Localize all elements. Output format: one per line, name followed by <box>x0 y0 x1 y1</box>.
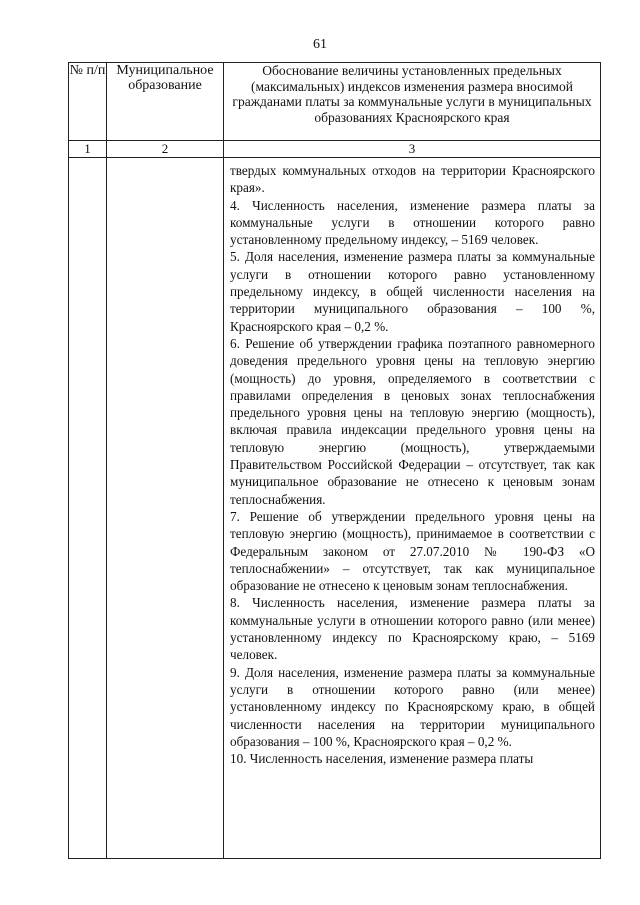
header-justification: Обоснование величины установленных предельных (максимальных) индексов изменения размера вносимой гражданами платы за коммунальные услуги в муниципальных образованиях Красноярского края <box>224 63 601 141</box>
column-number-row <box>69 141 601 158</box>
header-municipality: Муниципальное образование <box>107 63 224 141</box>
column-number: 2 <box>107 141 224 158</box>
paragraph: 5. Доля населения, изменение размера платы за коммунальные услуги в отношении которого равно установленному предельному индексу, в общей численности населения на территории муниципального образования – 100 %, Красноярского края – 0,2 %. <box>230 249 595 334</box>
paragraph: 10. Численность населения, изменение размера платы <box>230 751 534 767</box>
paragraph: 7. Решение об утверждении предельного уровня цены на тепловую энергию (мощность), принимаемое в соответствии с Федеральным законом от 27.07.2010 № 190-ФЗ «О теплоснабжении» – отсутствует, так как муниципальное образование не отнесено к ценовым зонам теплоснабжения. <box>230 508 595 594</box>
justification-text <box>224 158 600 767</box>
paragraph: 9. Доля населения, изменение размера платы за коммунальные услуги в отношении которого равно (или менее) установленному индексу по Красноярскому краю, в общей численности населения на территории муниципального образования – 100 %, Красноярского края – 0,2 %. <box>230 664 595 749</box>
row-number-cell <box>69 158 107 859</box>
justification-table <box>68 62 601 859</box>
row-municipality-cell <box>107 158 224 859</box>
column-number: 1 <box>69 141 107 158</box>
paragraph: 4. Численность населения, изменение размера платы за коммунальные услуги в отношении которого равно установленному предельному индексу, – 5169 человек. <box>230 197 595 248</box>
paragraph: 6. Решение об утверждении графика поэтапного равномерного доведения предельного уровня цены на тепловую энергию (мощность) до уровня, определяемого в соответствии с правилами определения в ценовых зонах теплоснабжения предельного уровня цены на тепловую энергию (мощность), включая правила индексации предельного уровня цены на тепловую энергию (мощность), утверждаемыми Правительством Российской Федерации – отсутствует, так как муниципальное образование не отнесено к ценовым зонам теплоснабжения. <box>230 335 595 507</box>
paragraph: 8. Численность населения, изменение размера платы за коммунальные услуги в отношении которого равно (или менее) установленному индексу по Красноярскому краю, – 5169 человек. <box>230 595 595 663</box>
paragraph: твердых коммунальных отходов на территории Красноярского края». <box>230 163 595 196</box>
page-number: 61 <box>313 37 327 52</box>
row-justification-cell <box>224 158 601 859</box>
table-row <box>69 158 601 859</box>
column-number: 3 <box>224 141 601 158</box>
table-header-row <box>69 63 601 141</box>
header-number: № п/п <box>69 63 107 141</box>
